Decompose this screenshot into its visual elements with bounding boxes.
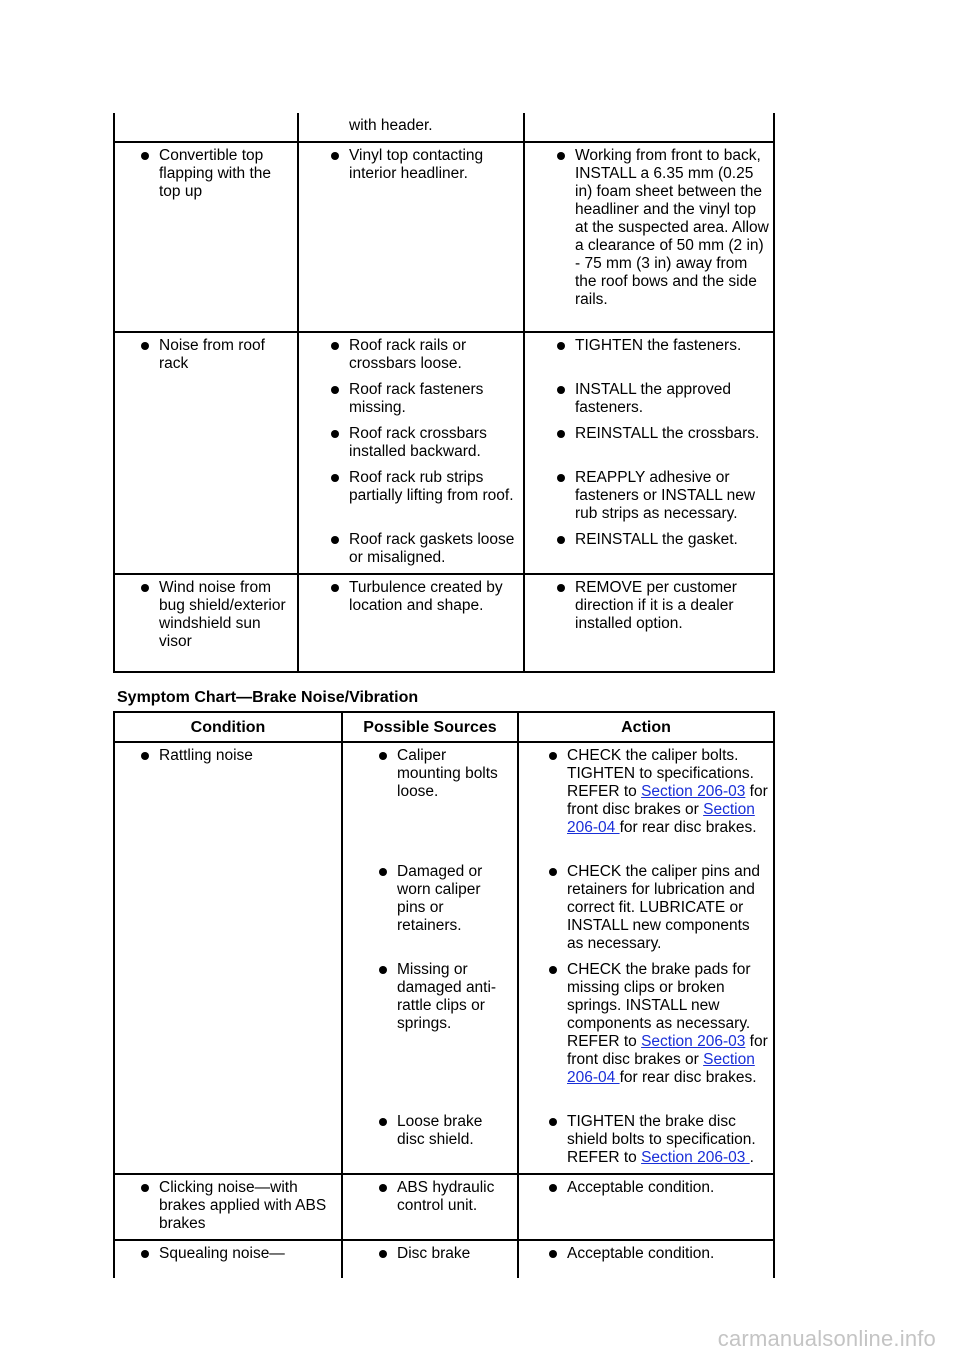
item-text: Squealing noise—: [159, 1245, 285, 1262]
list-item: [379, 1245, 503, 1263]
source-cell: [298, 574, 524, 672]
item-text: Roof rack fasteners missing.: [349, 381, 484, 416]
list-item: [379, 1113, 503, 1149]
bullet-icon: [557, 474, 565, 482]
list-item: [549, 747, 769, 855]
list-item: [557, 147, 769, 309]
item-text: CHECK the caliper pins and retainers for lubrication and correct fit. LUBRICATE or INSTALL new components as necessary.: [567, 863, 760, 952]
table-cell: [114, 113, 298, 142]
action-text: CHECK the brake pads for missing clips or broken springs. INSTALL new components as necessary. REFER to: [567, 961, 751, 1050]
list-item: [331, 579, 519, 615]
action-text: for rear disc brakes.: [619, 1069, 757, 1086]
item-text: ABS hydraulic control unit.: [397, 1179, 495, 1214]
table-cell: [524, 113, 774, 142]
list-item: [549, 1179, 769, 1197]
action-text: for rear disc brakes.: [619, 819, 757, 836]
list-item: [557, 531, 769, 549]
bullet-icon: [141, 584, 149, 592]
bullet-icon: [549, 1250, 557, 1258]
item-text: Roof rack rails or crossbars loose.: [349, 337, 467, 372]
watermark: carmanualsonline.info: [717, 1326, 936, 1351]
item-text: [567, 1113, 769, 1167]
list-item: [331, 469, 519, 523]
bullet-icon: [331, 342, 339, 350]
list-item: [557, 469, 769, 523]
section-link[interactable]: Section 206-04: [567, 801, 755, 836]
table-row: [114, 332, 774, 574]
list-item: [141, 1179, 337, 1233]
bullet-icon: [331, 430, 339, 438]
bullet-icon: [549, 752, 557, 760]
column-header-sources: Possible Sources: [342, 712, 518, 742]
action-text: for front disc brakes or: [567, 1033, 768, 1068]
column-header-action: Action: [518, 712, 774, 742]
action-text: TIGHTEN the brake disc shield bolts to specification. REFER to: [567, 1113, 756, 1166]
list-item: [141, 747, 337, 765]
bullet-icon: [379, 1250, 387, 1258]
list-item: [549, 961, 769, 1105]
list-item: [549, 1245, 769, 1263]
item-text: REINSTALL the gasket.: [575, 531, 738, 548]
list-item: [557, 579, 769, 633]
item-text: Turbulence created by location and shape.: [349, 579, 503, 614]
bullet-icon: [379, 752, 387, 760]
list-item: [331, 381, 519, 417]
section-link[interactable]: Section 206-03: [641, 783, 746, 800]
table-row: [114, 1174, 774, 1240]
bullet-icon: [549, 1184, 557, 1192]
bullet-icon: [557, 584, 565, 592]
bullet-icon: [331, 584, 339, 592]
list-item: [331, 531, 519, 567]
list-item: [549, 863, 769, 953]
bullet-icon: [557, 386, 565, 394]
list-item: [557, 381, 769, 417]
symptom-table-continued: [113, 113, 775, 673]
source-cell: [298, 142, 524, 332]
item-text: REMOVE per customer direction if it is a dealer installed option.: [575, 579, 737, 632]
source-cell: [342, 1174, 518, 1240]
item-text: INSTALL the approved fasteners.: [575, 381, 731, 416]
item-text: Caliper mounting bolts loose.: [397, 747, 498, 800]
action-cell: [524, 142, 774, 332]
table-row: [114, 742, 774, 1174]
column-header-condition: Condition: [114, 712, 342, 742]
item-text: TIGHTEN the fasteners.: [575, 337, 742, 354]
item-text: Roof rack gaskets loose or misaligned.: [349, 531, 515, 566]
list-item: [549, 1113, 769, 1167]
item-text: Vinyl top contacting interior headliner.: [349, 147, 484, 182]
bullet-icon: [557, 536, 565, 544]
table-cell: [298, 113, 524, 142]
list-item: [379, 961, 503, 1105]
item-text: Missing or damaged anti-rattle clips or springs.: [397, 961, 497, 1032]
bullet-icon: [549, 966, 557, 974]
item-text: Acceptable condition.: [567, 1245, 715, 1262]
action-cell: [518, 742, 774, 1174]
bullet-icon: [141, 1250, 149, 1258]
bullet-icon: [379, 1184, 387, 1192]
condition-cell: [114, 142, 298, 332]
section-link[interactable]: Section 206-03: [641, 1149, 750, 1166]
bullet-icon: [331, 536, 339, 544]
bullet-icon: [331, 152, 339, 160]
item-text: Convertible top flapping with the top up: [159, 147, 272, 200]
bullet-icon: [141, 342, 149, 350]
action-cell: [518, 1240, 774, 1278]
list-item: [379, 1179, 503, 1215]
action-cell: [524, 574, 774, 672]
item-text: Acceptable condition.: [567, 1179, 715, 1196]
item-text: Roof rack crossbars installed backward.: [349, 425, 487, 460]
list-item: [379, 747, 503, 855]
bullet-icon: [141, 1184, 149, 1192]
bullet-icon: [379, 868, 387, 876]
condition-cell: [114, 1174, 342, 1240]
section-link[interactable]: Section 206-04: [567, 1051, 755, 1086]
action-text: for front disc brakes or: [567, 783, 768, 818]
list-item: [141, 147, 293, 201]
list-item: [379, 863, 503, 953]
list-item: [141, 579, 293, 651]
list-item: [141, 1245, 337, 1263]
item-text: Disc brake: [397, 1245, 471, 1262]
action-text: .: [749, 1149, 754, 1166]
list-item: [557, 425, 769, 461]
header-row: [114, 712, 774, 742]
bullet-icon: [557, 430, 565, 438]
condition-cell: [114, 1240, 342, 1278]
bullet-icon: [141, 752, 149, 760]
brake-noise-table: [113, 711, 775, 1278]
source-cell: [342, 1240, 518, 1278]
item-text: Noise from roof rack: [159, 337, 265, 372]
table-row: [114, 113, 774, 142]
chart-title: Symptom Chart—Brake Noise/Vibration: [117, 689, 419, 706]
item-text: Clicking noise—with brakes applied with ABS brakes: [159, 1179, 327, 1232]
table-row: [114, 142, 774, 332]
bullet-icon: [557, 342, 565, 350]
source-cell: [298, 332, 524, 574]
item-text: Wind noise from bug shield/exterior windshield sun visor: [159, 579, 286, 650]
condition-cell: [114, 742, 342, 1174]
action-cell: [524, 332, 774, 574]
list-item: [331, 425, 519, 461]
item-text: Roof rack rub strips partially lifting from roof.: [349, 469, 514, 504]
item-text: Working from front to back, INSTALL a 6.35 mm (0.25 in) foam sheet between the headliner and the vinyl top at the suspected area. Allow a clearance of 50 mm (2 in) - 75 mm (3 in) away from the roof bows and the side rails.: [575, 147, 769, 308]
bullet-icon: [379, 966, 387, 974]
item-text: REAPPLY adhesive or fasteners or INSTALL new rub strips as necessary.: [575, 469, 756, 522]
bullet-icon: [331, 474, 339, 482]
source-cell: [342, 742, 518, 1174]
list-item: [557, 337, 769, 373]
condition-cell: [114, 574, 298, 672]
bullet-icon: [549, 1118, 557, 1126]
list-item: [331, 147, 519, 183]
list-item: [331, 337, 519, 373]
list-item: [141, 337, 293, 373]
cell-text: with header.: [349, 117, 433, 134]
action-cell: [518, 1174, 774, 1240]
item-text: [567, 747, 769, 837]
item-text: Damaged or worn caliper pins or retainers.: [397, 863, 483, 934]
bullet-icon: [331, 386, 339, 394]
item-text: [567, 961, 769, 1087]
table-row: [114, 574, 774, 672]
item-text: Rattling noise: [159, 747, 253, 764]
bullet-icon: [557, 152, 565, 160]
condition-cell: [114, 332, 298, 574]
action-text: CHECK the caliper bolts. TIGHTEN to specifications. REFER to: [567, 747, 754, 800]
section-link[interactable]: Section 206-03: [641, 1033, 746, 1050]
bullet-icon: [141, 152, 149, 160]
bullet-icon: [379, 1118, 387, 1126]
table-row: [114, 1240, 774, 1278]
item-text: REINSTALL the crossbars.: [575, 425, 760, 442]
item-text: Loose brake disc shield.: [397, 1113, 483, 1148]
bullet-icon: [549, 868, 557, 876]
